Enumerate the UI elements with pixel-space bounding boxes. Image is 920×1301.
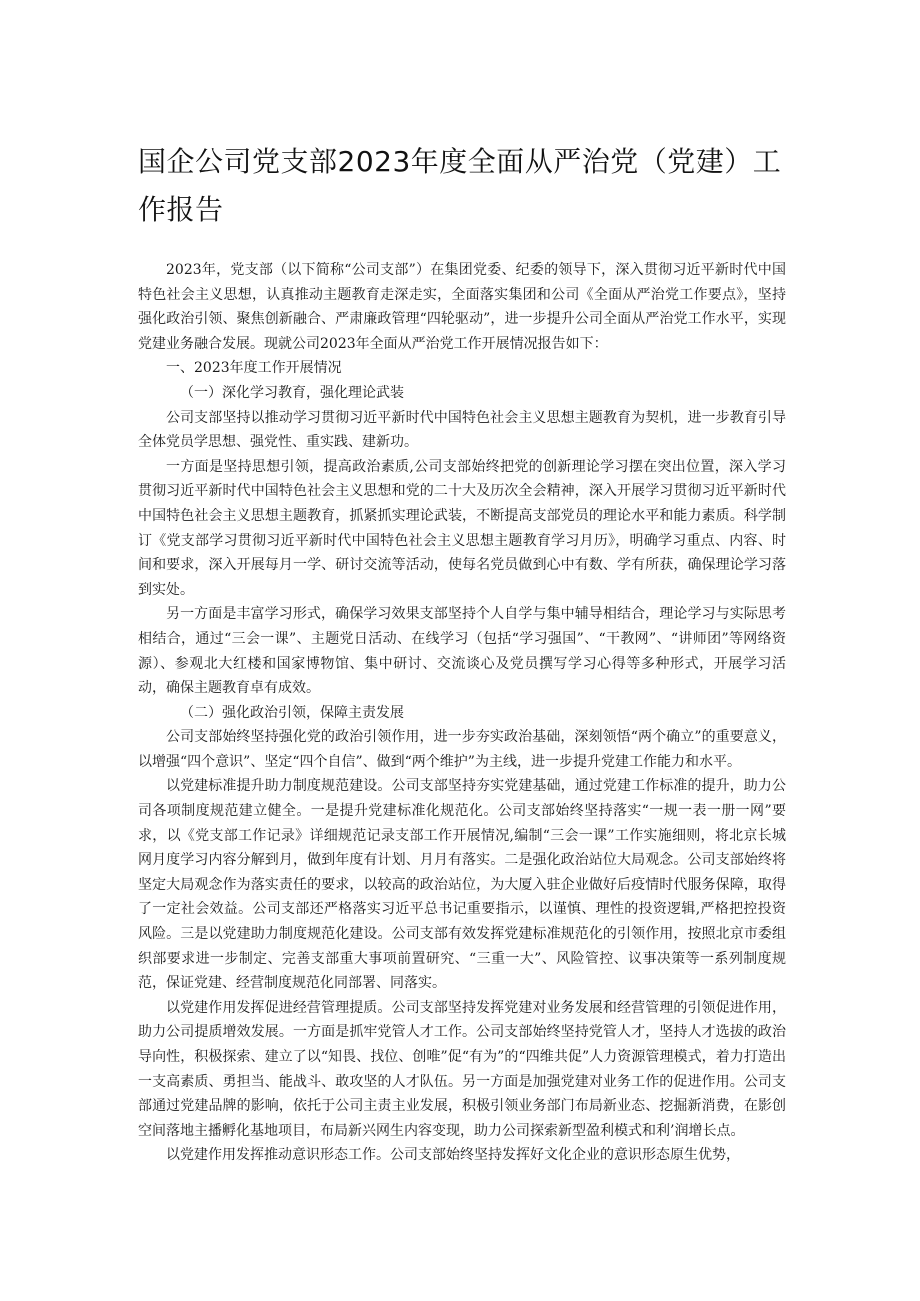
paragraph-intro: 2023年，党支部（以下简称“公司支部”）在集团党委、纪委的领导下，深入贯彻习近平新时代中国特色社会主义思想，认真推动主题教育走深走实，全面落实集团和公司《全面从严治党工作要点》，坚持强化政治引领、聚焦创新融合、严肃廉政管理“四轮驱动”，进一步提升公司全面从严治党工作水平，实现党建业务融合发展。现就公司2023年全面从严治党工作开展情况报告如下： bbox=[138, 262, 786, 352]
document-page bbox=[138, 0, 786, 1168]
paragraph: 公司支部始终坚持强化党的政治引领作用，进一步夯实政治基础，深刻领悟“两个确立”的重要意义，以增强“四个意识”、坚定“四个自信”、做到“两个维护”为主线，进一步提升党建工作能力和水平。 bbox=[138, 729, 786, 770]
paragraph: 以党建标准提升助力制度规范建设。公司支部坚持夯实党建基础，通过党建工作标准的提升，助力公司各项制度规范建立健全。一是提升党建标准化规范化。公司支部始终坚持落实“一规一表一册一网”要求，以《党支部工作记录》详细规范记录支部工作开展情况,编制“三会一课”工作实施细则，将北京长城网月度学习内容分解到月，做到年度有计划、月月有落实。二是强化政治站位大局观念。公司支部始终将坚定大局观念作为落实责任的要求，以较高的政治站位，为大厦入驻企业做好后疫情时代服务保障，取得了一定社会效益。公司支部还严格落实习近平总书记重要指示，以谨慎、理性的投资逻辑,严格把控投资风险。三是以党建助力制度规范化建设。公司支部有效发挥党建标准规范化的引领作用，按照北京市委组织部要求进一步制定、完善支部重大事项前置研究、“三重一大”、风险管控、议事决策等一系列制度规范，保证党建、经营制度规范化同部署、同落实。 bbox=[138, 778, 786, 992]
document-title: 国企公司党支部2023年度全面从严治党（党建）工作报告 bbox=[138, 145, 782, 226]
section-heading-1: 一、2023年度工作开展情况 bbox=[166, 360, 342, 377]
paragraph: 以党建作用发挥推动意识形态工作。公司支部始终坚持发挥好文化企业的意识形态原生优势， bbox=[166, 1147, 740, 1164]
paragraph: 另一方面是丰富学习形式，确保学习效果支部坚持个人自学与集中辅导相结合，理论学习与实际思考相结合，通过“三会一课”、主题党日活动、在线学习（包括“学习强国”、“干教网”、“讲师团”等网络资源）、参观北大红楼和国家博物馆、集中研讨、交流谈心及党员撰写学习心得等多种形式，开展学习活动，确保主题教育卓有成效。 bbox=[138, 606, 786, 697]
subsection-heading-1: （一）深化学习教育，强化理论武装 bbox=[180, 384, 404, 401]
paragraph: 以党建作用发挥促进经营管理提质。公司支部坚持发挥党建对业务发展和经营管理的引领促进作用，助力公司提质增效发展。一方面是抓牢党管人才工作。公司支部始终坚持党管人才，坚持人才选拔的政治导向性，积极探索、建立了以“知畏、找位、创唯”促“有为”的“四维共促”人力资源管理模式，着力打造出一支高素质、勇担当、能战斗、敢攻坚的人才队伍。另一方面是加强党建对业务工作的促进作用。公司支部通过党建品牌的影响，依托于公司主责主业发展，积极引领业务部门布局新业态、挖掘新消费，在影创空间落地主播孵化基地项目，布局新兴网生内容变现，助力公司探索新型盈利模式和利’润增长点。 bbox=[138, 999, 786, 1139]
subsection-heading-2: （二）强化政治引领，保障主责发展 bbox=[180, 704, 404, 721]
paragraph: 一方面是坚持思想引领，提高政治素质,公司支部始终把党的创新理论学习摆在突出位置，深入学习贯彻习近平新时代中国特色社会主义思想和党的二十大及历次全会精神，深入开展学习贯彻习近平新时代中国特色社会主义思想主题教育，抓紧抓实理论武装，不断提高支部党员的理论水平和能力素质。科学制订《党支部学习贯彻习近平新时代中国特色社会主义思想主题教育学习月历》，明确学习重点、内容、时间和要求，深入开展每月一学、研讨交流等活动，使每名党员做到心中有数、学有所获，确保理论学习落到实处。 bbox=[138, 458, 786, 598]
paragraph: 公司支部坚持以推动学习贯彻习近平新时代中国特色社会主义思想主题教育为契机，进一步教育引导全体党员学思想、强党性、重实践、建新功。 bbox=[138, 409, 786, 451]
document-body bbox=[138, 258, 786, 1168]
